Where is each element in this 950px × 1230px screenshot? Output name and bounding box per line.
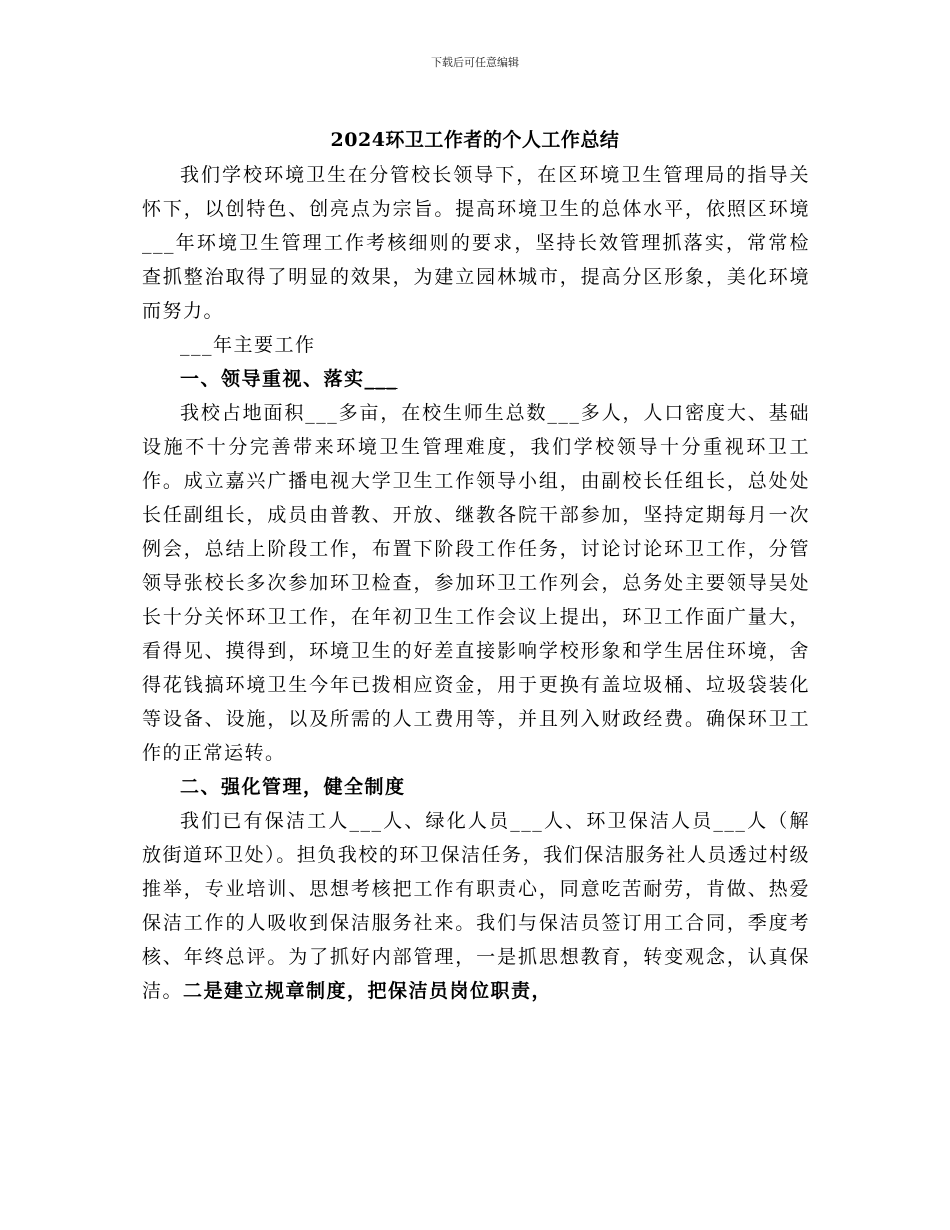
- page-header-note: 下载后可任意编辑: [431, 56, 519, 69]
- section-heading-2: 二、强化管理，健全制度: [180, 776, 406, 798]
- paragraph-management-text: 我们已有保洁工人___人、绿化人员___人、环卫保洁人员___人（解放街道环卫处）。担负我校的环卫保洁任务，我们保洁服务社人员透过村级推举，专业培训、思想考核把工作有职责心，同意吃苦耐劳，肯做、热爱保洁工作的人吸收到保洁服务社来。我们与保洁员签订用工合同，季度考核、年终总评。为了抓好内部管理，一是抓思想教育，转变观念，认真保洁。: [142, 810, 810, 1002]
- section-heading-1-text: 一、领导重视、落实: [180, 368, 365, 390]
- section-heading-1-blank: ___: [364, 368, 398, 390]
- document-body: [142, 158, 810, 1008]
- paragraph-leadership: 我校占地面积___多亩，在校生师生总数___多人，人口密度大、基础设施不十分完善带来环境卫生管理难度，我们学校领导十分重视环卫工作。成立嘉兴广播电视大学卫生工作领导小组，由副校长任组长，总处处长任副组长，成员由普教、开放、继教各院干部参加，坚持定期每月一次例会，总结上阶段工作，布置下阶段工作任务，讨论讨论环卫工作，分管领导张校长多次参加环卫检查，参加环卫工作列会，总务处主要领导吴处长十分关怀环卫工作，在年初卫生工作会议上提出，环卫工作面广量大，看得见、摸得到，环境卫生的好差直接影响学校形象和学生居住环境，舍得花钱搞环境卫生今年已拨相应资金，用于更换有盖垃圾桶、垃圾袋装化等设备、设施，以及所需的人工费用等，并且列入财政经费。确保环卫工作的正常运转。: [142, 402, 810, 764]
- paragraph-intro: 我们学校环境卫生在分管校长领导下，在区环境卫生管理局的指导关怀下，以创特色、创亮点为宗旨。提高环境卫生的总体水平，依照区环境___年环境卫生管理工作考核细则的要求，坚持长效管理抓落实，常常检查抓整治取得了明显的效果，为建立园林城市，提高分区形象，美化环境而努力。: [142, 164, 810, 322]
- document-title: 2024环卫工作者的个人工作总结: [330, 129, 620, 151]
- paragraph-management-bold: 二是建立规章制度，把保洁员岗位职责，: [183, 980, 553, 1002]
- paragraph-main-work: ___年主要工作: [180, 334, 316, 356]
- section-heading-1: [142, 362, 810, 396]
- paragraph-management: [142, 804, 810, 1008]
